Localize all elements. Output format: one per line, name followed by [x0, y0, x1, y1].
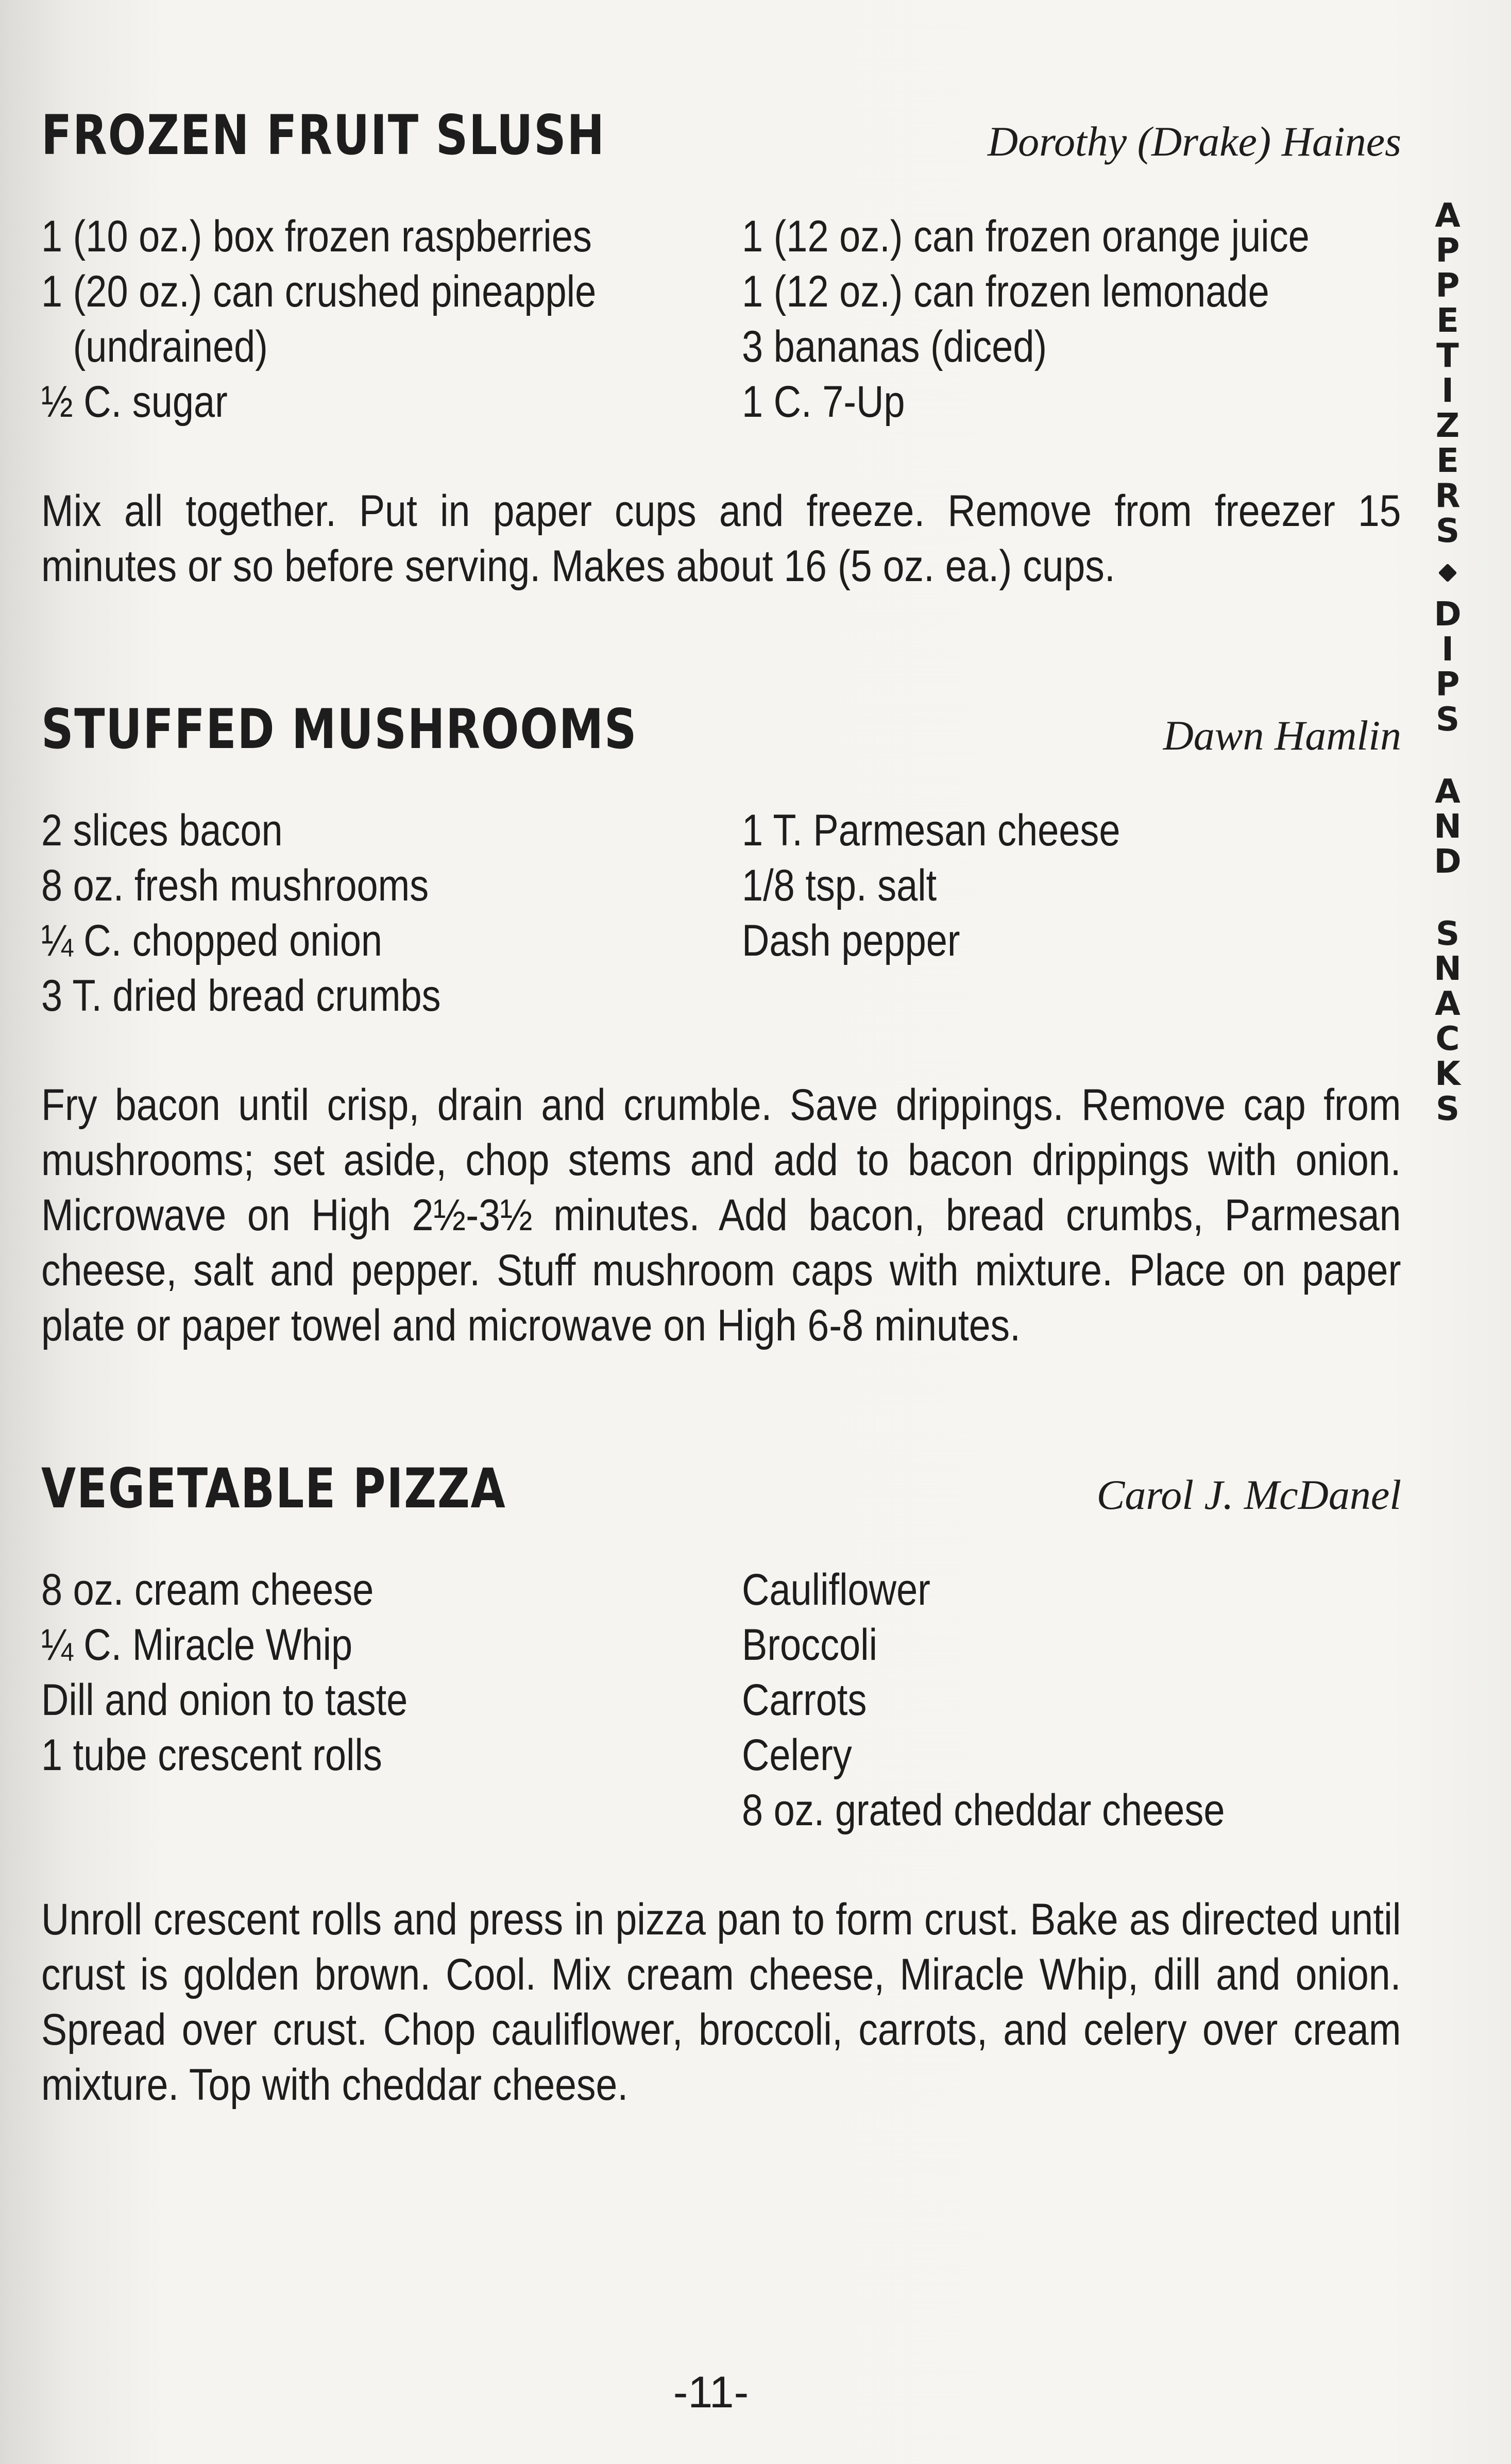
recipe-author: Dawn Hamlin	[1163, 712, 1401, 759]
ingredient: Dash pepper	[742, 916, 960, 965]
ingredient: 2 slices bacon	[41, 806, 283, 855]
side-tab-letter: S	[1435, 915, 1460, 953]
ingredient-column-left	[41, 209, 742, 430]
ingredient: 1 (10 oz.) box frozen raspberries	[41, 212, 592, 261]
ingredient: 1/8 tsp. salt	[742, 861, 937, 910]
ingredient: 3 T. dried bread crumbs	[41, 971, 441, 1021]
page-number: -11-	[673, 2368, 749, 2417]
ingredient: 1 (12 oz.) can frozen lemonade	[742, 267, 1269, 316]
ingredient: 1 tube crescent rolls	[41, 1730, 382, 1780]
ingredient-column-right	[742, 209, 1401, 430]
ingredient: Carrots	[742, 1675, 867, 1725]
ingredient: 1 C. 7-Up	[742, 377, 905, 427]
side-tab-letter: E	[1436, 442, 1459, 480]
ingredient: 1 T. Parmesan cheese	[742, 806, 1120, 855]
ingredient: Broccoli	[742, 1620, 878, 1670]
side-tab-letter: I	[1441, 372, 1454, 410]
side-tab-letter: R	[1435, 477, 1461, 515]
recipe-directions: Fry bacon until crisp, drain and crumble. Save drippings. Remove cap from mushrooms; set aside, chop stems and add to bacon drippings with onion. Microwave on High 2½-3½ minutes. Add bacon, bread crumbs, Parmesan cheese, salt and pepper. Stuff mushroom caps with mixture. Place on paper plate or paper towel and microwave on High 6-8 minutes.	[41, 1080, 1401, 1350]
recipe-title: FROZEN FRUIT SLUSH	[41, 104, 605, 167]
recipe-title: STUFFED MUSHROOMS	[41, 698, 638, 761]
recipe-stuffed-mushrooms	[41, 698, 1401, 1353]
side-tab-letter: D	[1434, 596, 1462, 634]
recipe-header	[41, 104, 1401, 167]
ingredient-column-right	[742, 1562, 1401, 1838]
recipe-author: Dorothy (Drake) Haines	[987, 118, 1401, 165]
ingredient: (undrained)	[41, 322, 268, 371]
ingredient-list	[41, 209, 1401, 430]
section-side-tab	[1427, 198, 1468, 1127]
ingredient: 3 bananas (diced)	[742, 322, 1047, 371]
recipe-frozen-fruit-slush	[41, 104, 1401, 594]
recipe-header	[41, 698, 1401, 761]
side-tab-letter: T	[1436, 337, 1459, 375]
ingredient: 1 (20 oz.) can crushed pineapple	[41, 267, 597, 316]
ingredient-list	[41, 1562, 1401, 1838]
side-tab-letter: P	[1435, 267, 1460, 305]
ingredient-column-left	[41, 803, 742, 1024]
side-tab-letter: C	[1435, 1020, 1460, 1058]
side-tab-letter: K	[1435, 1055, 1461, 1093]
ingredient: ¼ C. Miracle Whip	[41, 1620, 353, 1670]
ingredient: ¼ C. chopped onion	[41, 916, 383, 965]
recipe-directions: Unroll crescent rolls and press in pizza pan to form crust. Bake as directed until crust is golden brown. Cool. Mix cream cheese, Miracle Whip, dill and onion. Spread over crust. Chop cauliflower, broccoli, carrots, and celery over cream mixture. Top with cheddar cheese.	[41, 1895, 1401, 2110]
side-tab-letter: N	[1434, 950, 1462, 988]
side-tab-letter: S	[1435, 701, 1460, 739]
ingredient-list	[41, 803, 1401, 1024]
side-tab-letter: S	[1435, 512, 1460, 550]
ingredient-column-right	[742, 803, 1401, 1024]
recipe-header	[41, 1457, 1401, 1520]
side-tab-letter: E	[1436, 302, 1459, 340]
side-tab-letter: A	[1435, 197, 1461, 235]
ingredient: Celery	[742, 1730, 852, 1780]
recipe-directions: Mix all together. Put in paper cups and freeze. Remove from freezer 15 minutes or so before serving. Makes about 16 (5 oz. ea.) cups.	[41, 486, 1401, 591]
recipe-author: Carol J. McDanel	[1096, 1471, 1401, 1518]
side-tab-letter: P	[1435, 666, 1460, 704]
diamond-bullet-icon	[1438, 564, 1457, 583]
ingredient: Cauliflower	[742, 1565, 930, 1615]
ingredient: 8 oz. cream cheese	[41, 1565, 374, 1615]
side-tab-letter: I	[1441, 631, 1454, 669]
ingredient: 1 (12 oz.) can frozen orange juice	[742, 212, 1310, 261]
ingredient: 8 oz. grated cheddar cheese	[742, 1786, 1225, 1835]
recipes-container	[41, 104, 1401, 2221]
recipe-vegetable-pizza	[41, 1457, 1401, 2113]
ingredient: ½ C. sugar	[41, 377, 228, 427]
ingredient: 8 oz. fresh mushrooms	[41, 861, 429, 910]
ingredient: Dill and onion to taste	[41, 1675, 408, 1725]
side-tab-letter: D	[1434, 843, 1462, 881]
side-tab-letter: N	[1434, 808, 1462, 846]
side-tab-letter: A	[1435, 773, 1461, 811]
side-tab-letter: A	[1435, 985, 1461, 1023]
recipe-title: VEGETABLE PIZZA	[41, 1457, 506, 1520]
side-tab-letter: S	[1435, 1090, 1460, 1128]
side-tab-letter: P	[1435, 232, 1460, 270]
ingredient-column-left	[41, 1562, 742, 1838]
side-tab-letter: Z	[1435, 407, 1460, 445]
